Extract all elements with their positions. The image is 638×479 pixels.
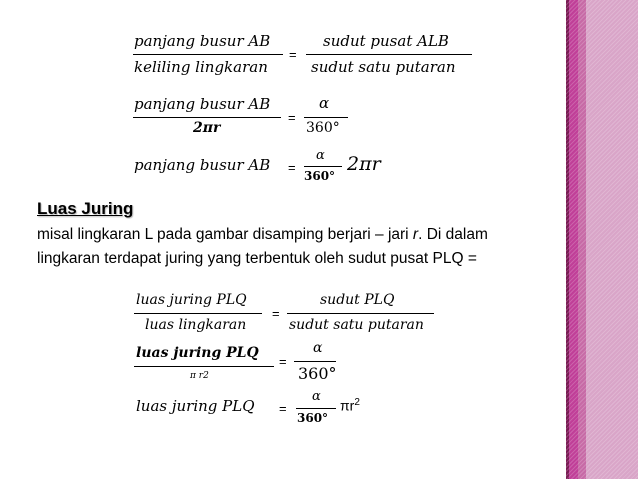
formula4-right-bar (287, 313, 434, 314)
equals-sign: = (288, 160, 296, 175)
formula5-left-bar (134, 366, 274, 367)
formula6-tail-exponent: 2 (354, 397, 360, 408)
formula2-right-denominator: 360° (306, 120, 340, 136)
equals-sign: = (279, 401, 287, 416)
formula4-right-numerator: sudut PLQ (320, 292, 395, 308)
formula6-bar (296, 408, 336, 409)
formula6-tail-base: πr (340, 397, 355, 414)
formula6-tail (340, 397, 360, 414)
formula4-left-bar (134, 313, 262, 314)
formula3-tail: 2πr (347, 153, 381, 175)
formula2-right-numerator: α (319, 94, 330, 112)
formula4-denominator: luas lingkaran (145, 317, 247, 333)
formula1-denominator: keliling lingkaran (134, 58, 268, 76)
paragraph-line-1 (37, 226, 488, 244)
formula6-numerator: α (312, 389, 321, 404)
formula5-denominator: π r2 (190, 371, 209, 381)
formula5-right-denominator: 360° (298, 364, 337, 383)
equals-sign: = (289, 47, 297, 62)
equals-sign: = (272, 306, 280, 321)
formula1-left-bar (133, 54, 283, 55)
formula4-right-denominator: sudut satu putaran (289, 317, 424, 333)
formula5-right-bar (294, 361, 336, 362)
formula3-bar (304, 166, 342, 167)
formula2-denominator: 2πr (193, 120, 221, 136)
decorative-side-stripe (566, 0, 638, 479)
equals-sign: = (279, 354, 287, 369)
formula5-numerator: luas juring PLQ (136, 345, 259, 361)
section-heading: Luas Juring (37, 199, 134, 218)
formula1-numerator: panjang busur AB (134, 32, 271, 50)
formula2-right-bar (304, 117, 348, 118)
formula6-lhs: luas juring PLQ (136, 397, 255, 415)
formula3-numerator: α (316, 148, 325, 163)
formula5-right-numerator: α (313, 340, 323, 356)
paragraph-line-1-text-a: misal lingkaran L pada gambar disamping berjari – jari (37, 226, 413, 243)
formula6-denominator: 360° (297, 411, 329, 425)
paragraph-line-2: lingkaran terdapat juring yang terbentuk oleh sudut pusat PLQ = (37, 250, 477, 267)
formula3-denominator: 360° (304, 169, 336, 183)
paragraph-line-1-text-b: . Di dalam (418, 226, 488, 243)
formula1-right-denominator: sudut satu putaran (311, 58, 456, 76)
formula4-numerator: luas juring PLQ (136, 292, 247, 308)
formula3-lhs: panjang busur AB (134, 156, 271, 174)
formula2-numerator: panjang busur AB (134, 95, 271, 113)
formula1-right-numerator: sudut pusat ALB (323, 32, 449, 50)
formula1-right-bar (306, 54, 472, 55)
equals-sign: = (288, 110, 296, 125)
radius-symbol: r (412, 226, 419, 243)
formula2-left-bar (133, 117, 281, 118)
